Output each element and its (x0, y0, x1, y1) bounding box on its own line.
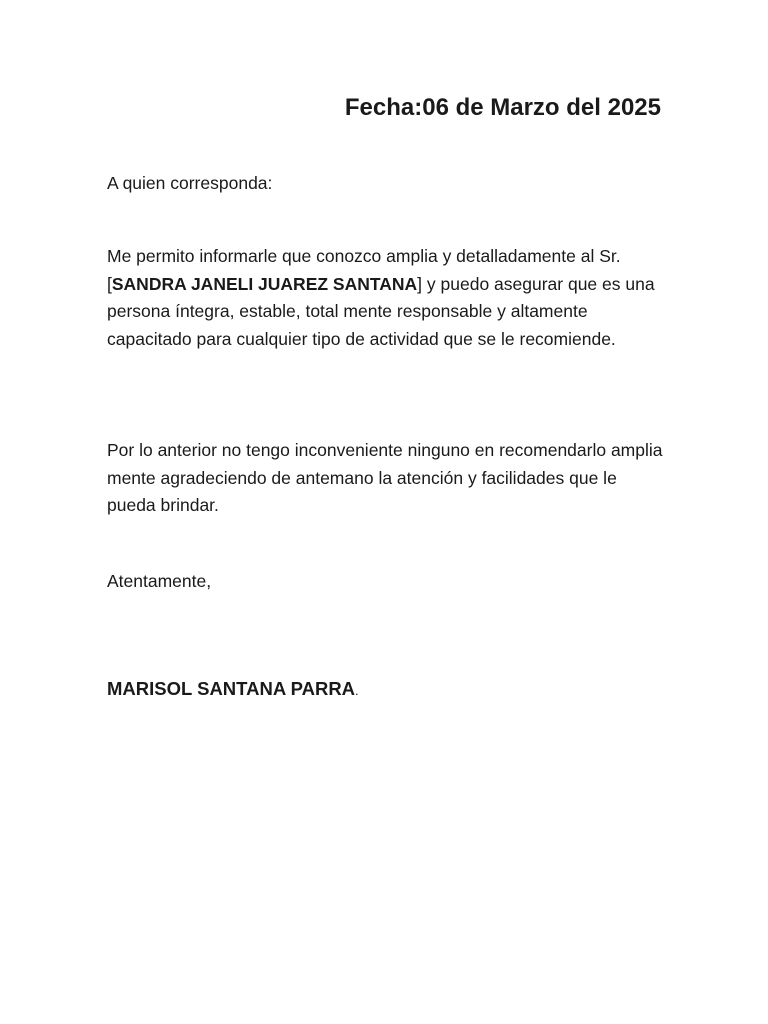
paragraph-introduction (107, 243, 667, 353)
salutation: A quien corresponda: (107, 173, 273, 193)
paragraph-recommendation: Por lo anterior no tengo inconveniente ninguno en recomendarlo amplia mente agradeciendo de antemano la atención y facilidades que le pueda brindar. (107, 440, 663, 515)
recommended-person-name: SANDRA JANELI JUAREZ SANTANA (111, 273, 418, 294)
signature-block (107, 678, 359, 700)
signature-trailing-period: . (355, 683, 359, 698)
paragraph-introduction-rest: ] y puedo asegurar que es una persona íntegra, estable, total mente responsable y altamente capacitado para cualquier tipo de actividad que se le recomiende. (107, 273, 655, 349)
closing: Atentamente, (107, 571, 212, 591)
date-line: Fecha:06 de Marzo del 2025 (344, 94, 661, 121)
signature-name: MARISOL SANTANA PARRA (107, 678, 356, 699)
paragraph-introduction-lead: Me permito informarle que conozco amplia y detalladamente al Sr. [ (107, 246, 621, 294)
